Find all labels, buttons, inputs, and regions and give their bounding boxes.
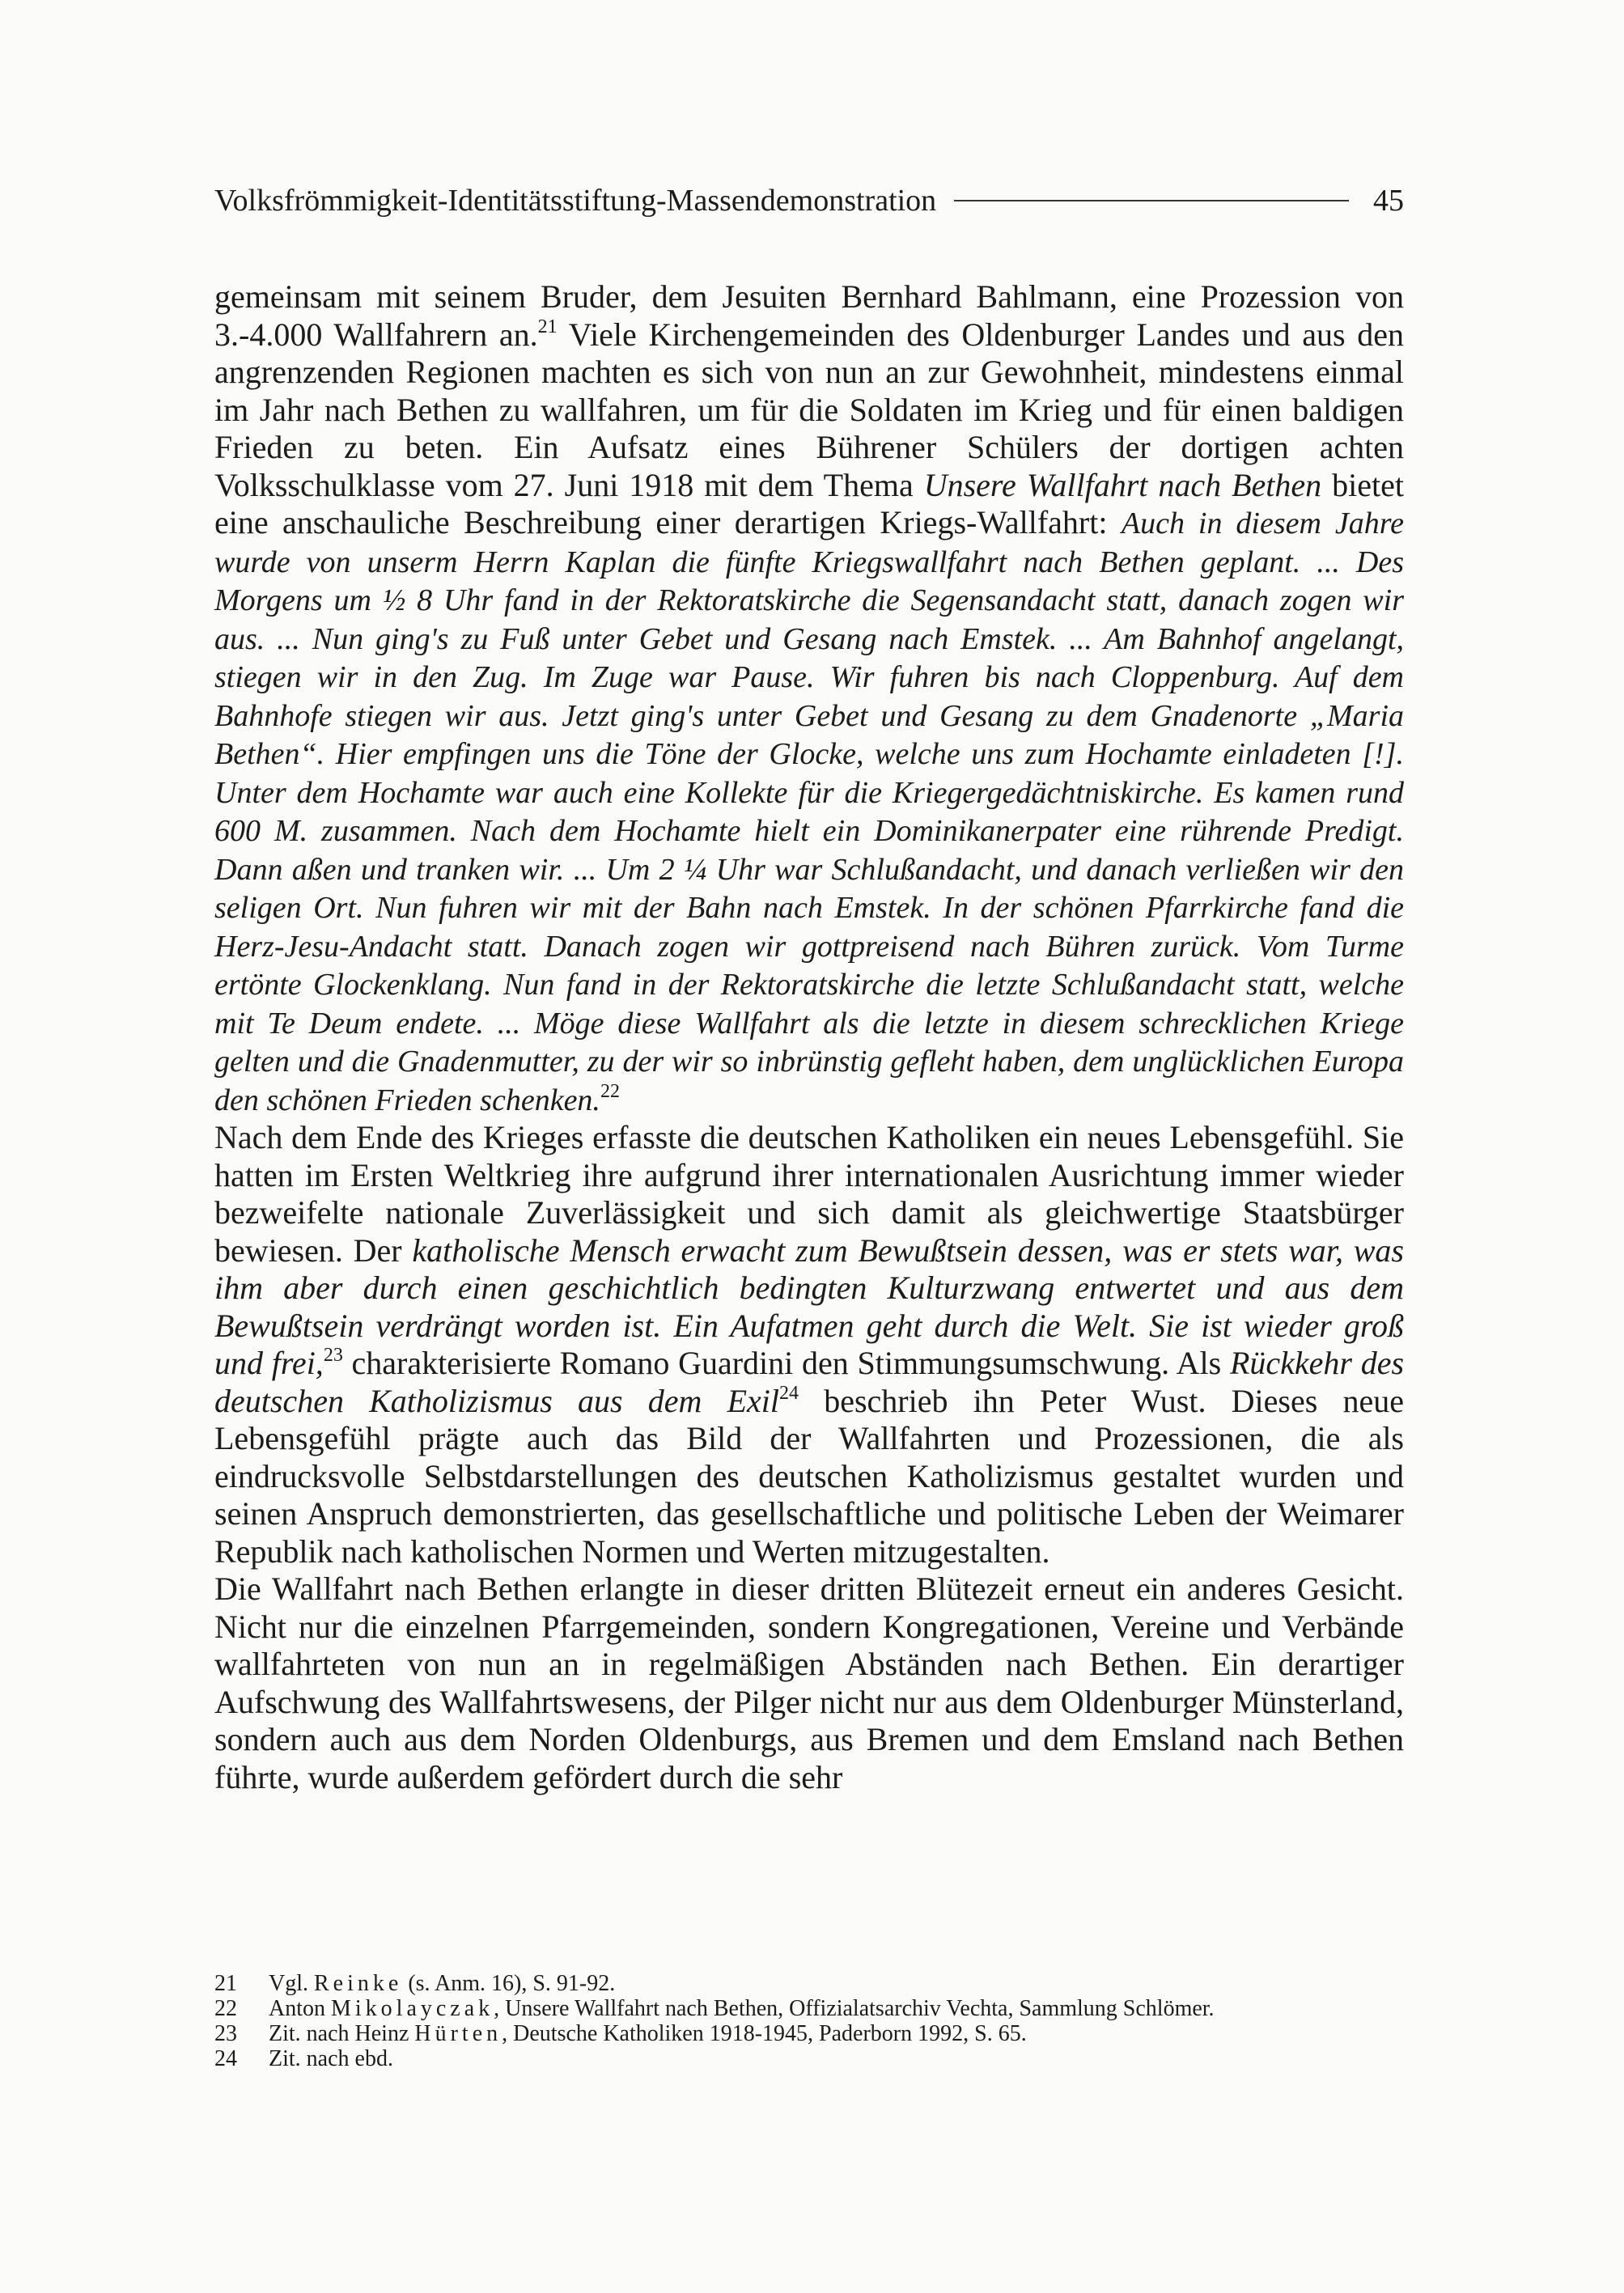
footnote-23: 23 Zit. nach Heinz Hürten, Deutsche Katholiken 1918-1945, Paderborn 1992, S. 65. bbox=[214, 2021, 1027, 2046]
running-head bbox=[214, 180, 1404, 222]
footnotes bbox=[214, 1971, 1404, 2071]
footnote-24: 24 Zit. nach ebd. bbox=[214, 2046, 393, 2071]
header-rule bbox=[954, 200, 1349, 201]
paragraph-2: Nach dem Ende des Krieges erfasste die deutschen Katholiken ein neues Lebensgefühl. Sie hatten im Ersten Weltkrieg ihre aufgrund ihrer internationalen Ausrichtung immer wieder bezweifelte nationale Zuverlässigkeit und sich damit als gleichwertige Staatsbürger bewiesen. Der katholische Mensch erwacht zum Bewußtsein dessen, was er stets war, was ihm aber durch einen geschichtlich bedingten Kulturzwang entwertet und aus dem Bewußtsein verdrängt worden ist. Ein Aufatmen geht durch die Welt. Sie ist wieder groß und frei,$^{23}$ charakterisierte Romano Guardini den Stimmungsumschwung. Als Rückkehr des deutschen Katholizismus aus dem Exil$^{24}$ beschrieb ihn Peter Wust. Dieses neue Lebensgefühl prägte auch das Bild der Wallfahrten und Prozessionen, die als eindrucksvolle Selbstdarstellungen des deutschen Katholizismus gestaltet wurden und seinen Anspruch demonstrierten, das gesellschaftliche und politische Leben der Weimarer Republik nach katholischen Normen und Werten mitzugestalten. bbox=[214, 1119, 1405, 1570]
footnote-author: Reinke bbox=[314, 1971, 403, 1996]
body-text bbox=[214, 278, 1404, 1796]
wust-quote: Rückkehr des deutschen Katholizismus aus dem Exil bbox=[214, 1345, 1405, 1419]
page-number: 45 bbox=[1373, 184, 1404, 218]
footnote-21: 21 Vgl. Reinke (s. Anm. 16), S. 91-92. bbox=[214, 1971, 616, 1996]
running-head-title: Volksfrömmigkeit-Identitätsstiftung-Massendemonstration bbox=[214, 184, 937, 218]
footnote-ref-23: 23 bbox=[323, 1345, 343, 1366]
essay-quote: Auch in diesem Jahre wurde von unserm Herrn Kaplan die fünfte Kriegswallfahrt nach Bethen geplant. ... Des Morgens um ½ 8 Uhr fand in der Rektoratskirche die Segensandacht statt, danach zogen wir aus. ... Nun ging's zu Fuß unter Gebet und Gesang nach Emstek. ... Am Bahnhof angelangt, stiegen wir in den Zug. Im Zuge war Pause. Wir fuhren bis nach Cloppenburg. Auf dem Bahnhofe stiegen wir aus. Jetzt ging's unter Gebet und Gesang zu dem Gnadenorte „Maria Bethen“. Hier empfingen uns die Töne der Glocke, welche uns zum Hochamte einladeten [!]. Unter dem Hochamte war auch eine Kollekte für die Kriegergedächtniskirche. Es kamen rund 600 M. zusammen. Nach dem Hochamte hielt ein Dominikanerpater eine rührende Predigt. Dann aßen und tranken wir. ... Um 2 ¼ Uhr war Schlußandacht, und danach verließen wir den seligen Ort. Nun fuhren wir mit der Bahn nach Emstek. In der schönen Pfarrkirche fand die Herz-Jesu-Andacht statt. Danach zogen wir gottpreisend nach Bühren zurück. Vom Turme ertönte Glockenklang. Nun fand in der Rektoratskirche die letzte Schlußandacht statt, welche mit Te Deum endete. ... Möge diese Wallfahrt als die letzte in diesem schrecklichen Kriege gelten und die Gnadenmutter, zu der wir so inbrünstig gefleht haben, dem unglücklichen Europa den schönen Frieden schenken. bbox=[214, 506, 1404, 1117]
paragraph-1: gemeinsam mit seinem Bruder, dem Jesuiten Bernhard Bahlmann, eine Prozession von 3.-4.000 Wallfahrern an.$^{21}$ Viele Kirchengemeinden des Oldenburger Landes und aus den angrenzenden Regionen machten es sich von nun an zur Gewohnheit, mindestens einmal im Jahr nach Bethen zu wallfahren, um für die Soldaten im Krieg und für einen baldigen Frieden zu beten. Ein Aufsatz eines Bührener Schülers der dortigen achten Volksschulklasse vom 27. Juni 1918 mit dem Thema Unsere Wallfahrt nach Bethen bietet eine anschauliche Beschreibung einer derartigen Kriegs-Wallfahrt: Auch in diesem Jahre wurde von unserm Herrn Kaplan die fünfte Kriegswallfahrt nach Bethen geplant. ... Des Morgens um ½ 8 Uhr fand in der Rektoratskirche die Segensandacht statt, danach zogen wir aus. ... Nun ging's zu Fuß unter Gebet und Gesang nach Emstek. ... Am Bahnhof angelangt, stiegen wir in den Zug. Im Zuge war Pause. Wir fuhren bis nach Cloppenburg. Auf dem Bahnhofe stiegen wir aus. Jetzt ging's unter Gebet und Gesang zu dem Gnadenorte „Maria Bethen“. Hier empfingen uns die Töne der Glocke, welche uns zum Hochamte einladeten [!]. Unter dem Hochamte war auch eine Kollekte für die Kriegergedächtniskirche. Es kamen rund 600 M. zusammen. Nach dem Hochamte hielt ein Dominikanerpater eine rührende Predigt. Dann aßen und tranken wir. ... Um 2 ¼ Uhr war Schlußandacht, und danach verließen wir den seligen Ort. Nun fuhren wir mit der Bahn nach Emstek. In der schönen Pfarrkirche fand die Herz-Jesu-Andacht statt. Danach zogen wir gottpreisend nach Bühren zurück. Vom Turme ertönte Glockenklang. Nun fand in der Rektoratskirche die letzte Schlußandacht statt, welche mit Te Deum endete. ... Möge diese Wallfahrt als die letzte in diesem schrecklichen Kriege gelten und die Gnadenmutter, zu der wir so inbrünstig gefleht haben, dem unglücklichen Europa den schönen Frieden schenken.$^{22}$ bbox=[214, 278, 1404, 1117]
footnote-ref-24: 24 bbox=[779, 1382, 799, 1404]
footnote-22: 22 Anton Mikolayczak, Unsere Wallfahrt nach Bethen, Offizialatsarchiv Vechta, Sammlung Schlömer. bbox=[214, 1996, 1215, 2021]
footnote-ref-22: 22 bbox=[600, 1080, 620, 1102]
guardini-quote: katholische Mensch erwacht zum Bewußtsein dessen, was er stets war, was ihm aber durch einen geschichtlich bedingten Kulturzwang entwertet und aus dem Bewußtsein verdrängt worden ist. Ein Aufatmen geht durch die Welt. Sie ist wieder groß und frei, bbox=[214, 1231, 1404, 1381]
paragraph-3: Die Wallfahrt nach Bethen erlangte in dieser dritten Blütezeit erneut ein anderes Gesicht. Nicht nur die einzelnen Pfarrgemeinden, sondern Kongregationen, Vereine und Verbände wallfahrteten von nun an in regelmäßigen Abständen nach Bethen. Ein derartiger Aufschwung des Wallfahrtswesens, der Pilger nicht nur aus dem Oldenburger Münsterland, sondern auch aus dem Norden Oldenburgs, aus Bremen und dem Emsland nach Bethen führte, wurde außerdem gefördert durch die sehr bbox=[214, 1570, 1404, 1795]
footnote-ref-21: 21 bbox=[537, 316, 558, 337]
essay-title: Unsere Wallfahrt nach Bethen bbox=[923, 466, 1322, 503]
footnote-author: Hürten bbox=[414, 2021, 502, 2046]
footnote-author: Mikolayczak bbox=[331, 1996, 494, 2021]
